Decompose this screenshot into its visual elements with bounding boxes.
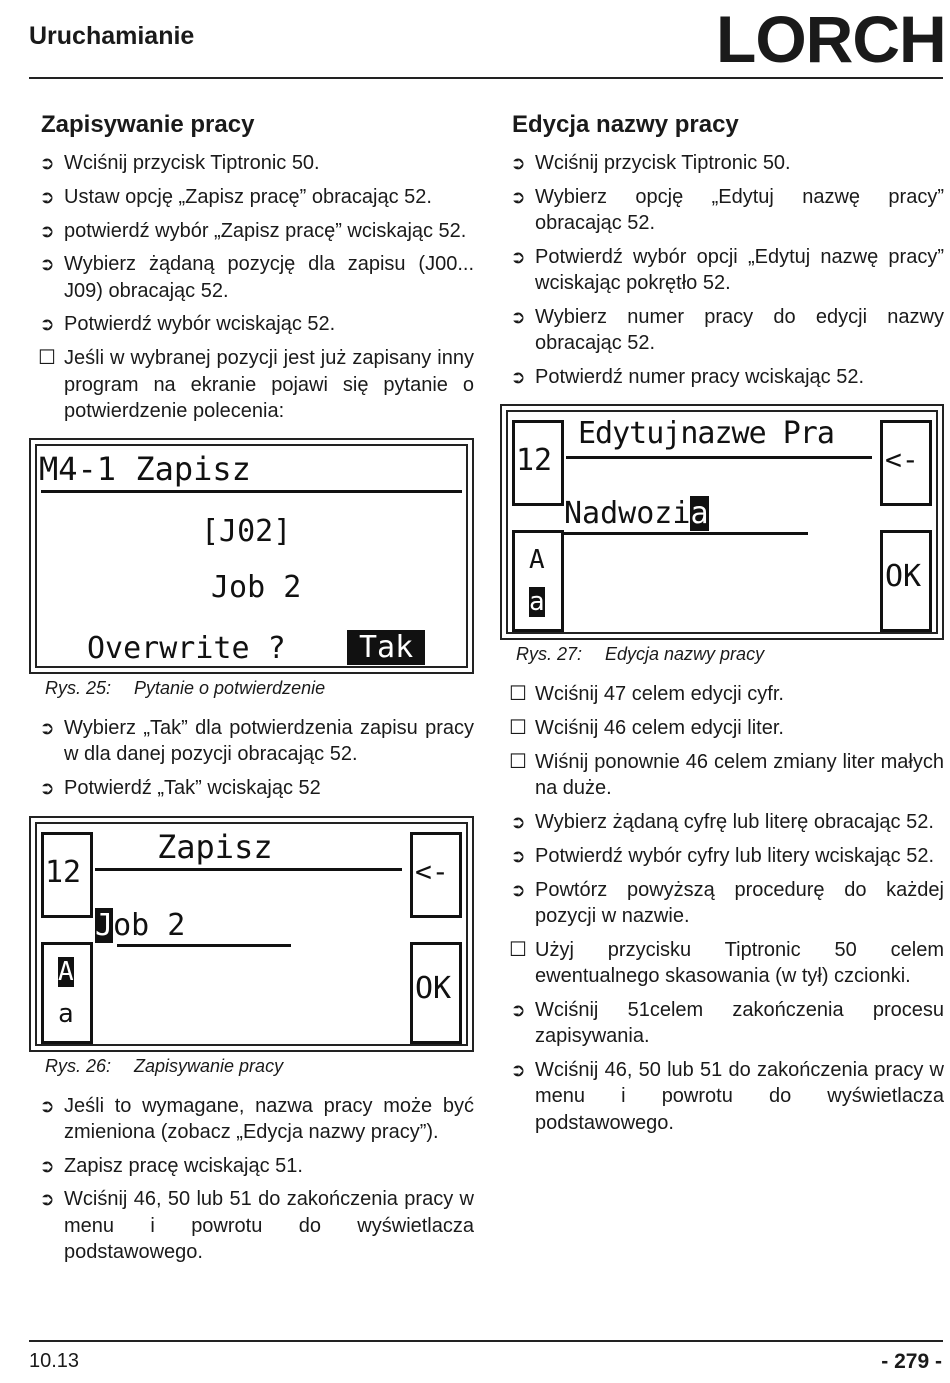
brand-logo: LORCH bbox=[716, 2, 946, 76]
instruction-step bbox=[500, 184, 944, 237]
lcd-title-rule bbox=[566, 456, 872, 459]
arrow-icon: ➲ bbox=[510, 153, 526, 173]
figure-caption-27: Rys. 27: Edycja nazwy pracy bbox=[516, 644, 765, 665]
lcd-title: Edytujnazwe Pra bbox=[578, 416, 834, 452]
note-item bbox=[500, 937, 944, 990]
lcd-save-screen bbox=[29, 816, 474, 1052]
instruction-step bbox=[500, 244, 944, 297]
lcd-title-rule bbox=[95, 868, 402, 871]
item-text: Wybierz żądaną pozycję dla zapisu (J00... J09) obracając 52. bbox=[64, 253, 474, 302]
arrow-icon: ➲ bbox=[39, 1189, 55, 1210]
instruction-step bbox=[500, 304, 944, 357]
lcd-back-button: <- bbox=[410, 832, 462, 918]
lcd-input-rule bbox=[117, 944, 291, 947]
arrow-icon: ➲ bbox=[510, 246, 526, 267]
lcd-edit-name-screen bbox=[500, 404, 944, 640]
footer-date: 10.13 bbox=[29, 1350, 80, 1372]
lcd-title: Zapisz bbox=[157, 827, 273, 866]
checkbox-icon: ☐ bbox=[38, 347, 56, 370]
lcd-back-button: <- bbox=[880, 420, 932, 506]
left-list-c bbox=[29, 1093, 474, 1266]
instruction-step bbox=[500, 364, 944, 390]
lcd-overwrite-screen bbox=[29, 438, 474, 674]
lcd-job-name-field: Nadwozia bbox=[564, 496, 709, 532]
instruction-step bbox=[29, 150, 474, 176]
item-text: Wciśnij przycisk Tiptronic 50. bbox=[535, 152, 791, 174]
arrow-icon: ➲ bbox=[39, 220, 55, 241]
arrow-icon: ➲ bbox=[39, 778, 55, 799]
lcd-case-button: A a bbox=[41, 942, 93, 1044]
arrow-icon: ➲ bbox=[39, 153, 55, 173]
checkbox-icon: ☐ bbox=[509, 938, 527, 961]
item-text: Jeśli w wybranej pozycji jest już zapisany inny program na ekranie pojawi się pytanie o potwierdzenie polecenia: bbox=[64, 347, 474, 422]
arrow-icon: ➲ bbox=[510, 812, 526, 833]
checkbox-icon: ☐ bbox=[509, 683, 527, 706]
instruction-step bbox=[29, 184, 474, 210]
lcd-title: M4-1 Zapisz bbox=[39, 450, 251, 489]
figure-caption-26: Rys. 26: Zapisywanie pracy bbox=[45, 1055, 284, 1076]
figure-caption-25: Rys. 25: Pytanie o potwierdzenie bbox=[45, 678, 326, 699]
instruction-step bbox=[500, 1057, 944, 1136]
checkbox-icon: ☐ bbox=[509, 717, 527, 740]
item-text: Użyj przycisku Tiptronic 50 celem ewentualnego skasowania (w tył) czcionki. bbox=[535, 938, 944, 988]
item-text: Wciśnij 46, 50 lub 51 do zakończenia pracy w menu i powrotu do wyświetlacza podstawowego. bbox=[535, 1058, 944, 1134]
item-text: Potwierdź wybór cyfry lub litery wciskając 52. bbox=[535, 844, 935, 867]
item-text: Wciśnij 46, 50 lub 51 do zakończenia pracy w menu i powrotu do wyświetlacza podstawowego. bbox=[64, 1188, 474, 1264]
lcd-frame bbox=[35, 822, 468, 1046]
footer-rule bbox=[29, 1340, 943, 1342]
left-list-b bbox=[29, 715, 474, 801]
instruction-step bbox=[29, 1153, 474, 1179]
arrow-icon: ➲ bbox=[39, 718, 55, 739]
instruction-step bbox=[500, 997, 944, 1050]
lcd-number-button: 12 bbox=[512, 420, 564, 506]
arrow-icon: ➲ bbox=[510, 306, 526, 327]
instruction-step bbox=[29, 715, 474, 768]
arrow-icon: ➲ bbox=[39, 1095, 55, 1116]
lcd-cursor: a bbox=[690, 496, 709, 532]
right-list-b bbox=[500, 681, 944, 1135]
note-item bbox=[500, 681, 944, 707]
arrow-icon: ➲ bbox=[510, 1059, 526, 1080]
checkbox-icon: ☐ bbox=[509, 750, 527, 773]
right-column bbox=[500, 110, 944, 1143]
item-text: Jeśli to wymagane, nazwa pracy może być zmieniona (zobacz „Edycja nazwy pracy”). bbox=[64, 1094, 474, 1143]
instruction-step bbox=[29, 251, 474, 304]
lcd-job-name: Job 2 bbox=[211, 570, 302, 606]
item-text: Wybierz żądaną cyfrę lub literę obracając 52. bbox=[535, 811, 934, 834]
left-list-a bbox=[29, 150, 474, 424]
arrow-icon: ➲ bbox=[510, 186, 526, 207]
item-text: Wybierz numer pracy do edycji nazwy obracając 52. bbox=[535, 305, 944, 355]
item-text: Powtórz powyższą procedurę do każdej pozycji w nazwie. bbox=[535, 878, 944, 927]
item-text: Zapisz pracę wciskając 51. bbox=[64, 1154, 303, 1177]
item-text: potwierdź wybór „Zapisz pracę” wciskając 52. bbox=[64, 219, 467, 242]
right-heading: Edycja nazwy pracy bbox=[512, 111, 739, 138]
instruction-step bbox=[500, 150, 944, 176]
instruction-step bbox=[29, 1186, 474, 1265]
right-list-a bbox=[500, 150, 944, 390]
lcd-frame bbox=[35, 444, 468, 668]
instruction-step bbox=[500, 877, 944, 930]
lcd-frame bbox=[506, 410, 938, 634]
item-text: Wiśnij ponownie 46 celem zmiany liter małych na duże. bbox=[535, 750, 944, 800]
instruction-step bbox=[29, 1093, 474, 1146]
left-column bbox=[29, 110, 474, 1273]
item-text: Wciśnij 47 celem edycji cyfr. bbox=[535, 683, 784, 706]
arrow-icon: ➲ bbox=[510, 999, 526, 1020]
lcd-ok-button: OK bbox=[410, 942, 462, 1044]
lcd-slot: [J02] bbox=[201, 514, 292, 550]
note-item bbox=[500, 715, 944, 741]
lcd-cursor: J bbox=[95, 907, 114, 943]
instruction-step bbox=[29, 775, 474, 801]
item-text: Wybierz opcję „Edytuj nazwę pracy” obracając 52. bbox=[535, 185, 944, 235]
item-text: Potwierdź wybór wciskając 52. bbox=[64, 313, 336, 336]
arrow-icon: ➲ bbox=[510, 367, 526, 388]
item-text: Wciśnij 51celem zakończenia procesu zapisywania. bbox=[535, 998, 944, 1048]
item-text: Potwierdź numer pracy wciskając 52. bbox=[535, 366, 865, 389]
instruction-step bbox=[500, 809, 944, 835]
instruction-step bbox=[29, 311, 474, 337]
header-rule bbox=[29, 77, 943, 79]
lcd-title-rule bbox=[41, 490, 462, 493]
item-text: Wybierz „Tak” dla potwierdzenia zapisu pracy w dla danej pozycji obracając 52. bbox=[64, 717, 474, 766]
item-text: Potwierdź „Tak” wciskając 52 bbox=[64, 777, 321, 800]
left-heading: Zapisywanie pracy bbox=[41, 111, 255, 138]
lcd-confirm-yes: Tak bbox=[347, 630, 425, 665]
lcd-question: Overwrite ? bbox=[87, 631, 286, 667]
lcd-ok-button: OK bbox=[880, 530, 932, 632]
arrow-icon: ➲ bbox=[39, 254, 55, 275]
lcd-job-name-field: Job 2 bbox=[95, 907, 186, 943]
arrow-icon: ➲ bbox=[39, 314, 55, 335]
arrow-icon: ➲ bbox=[510, 879, 526, 900]
arrow-icon: ➲ bbox=[510, 845, 526, 866]
instruction-step bbox=[500, 843, 944, 869]
item-text: Ustaw opcję „Zapisz pracę” obracając 52. bbox=[64, 185, 432, 208]
lcd-number-button: 12 bbox=[41, 832, 93, 918]
note-item bbox=[29, 345, 474, 424]
lcd-input-rule bbox=[564, 532, 808, 535]
lcd-case-button: A a bbox=[512, 530, 564, 632]
arrow-icon: ➲ bbox=[39, 1155, 55, 1176]
arrow-icon: ➲ bbox=[39, 186, 55, 207]
item-text: Wciśnij 46 celem edycji liter. bbox=[535, 717, 784, 740]
instruction-step bbox=[29, 218, 474, 244]
section-title: Uruchamianie bbox=[29, 22, 195, 50]
item-text: Potwierdź wybór opcji „Edytuj nazwę pracy” wciskając pokrętło 52. bbox=[535, 245, 944, 295]
item-text: Wciśnij przycisk Tiptronic 50. bbox=[64, 152, 320, 174]
page-number: - 279 - bbox=[881, 1350, 942, 1373]
note-item bbox=[500, 749, 944, 802]
